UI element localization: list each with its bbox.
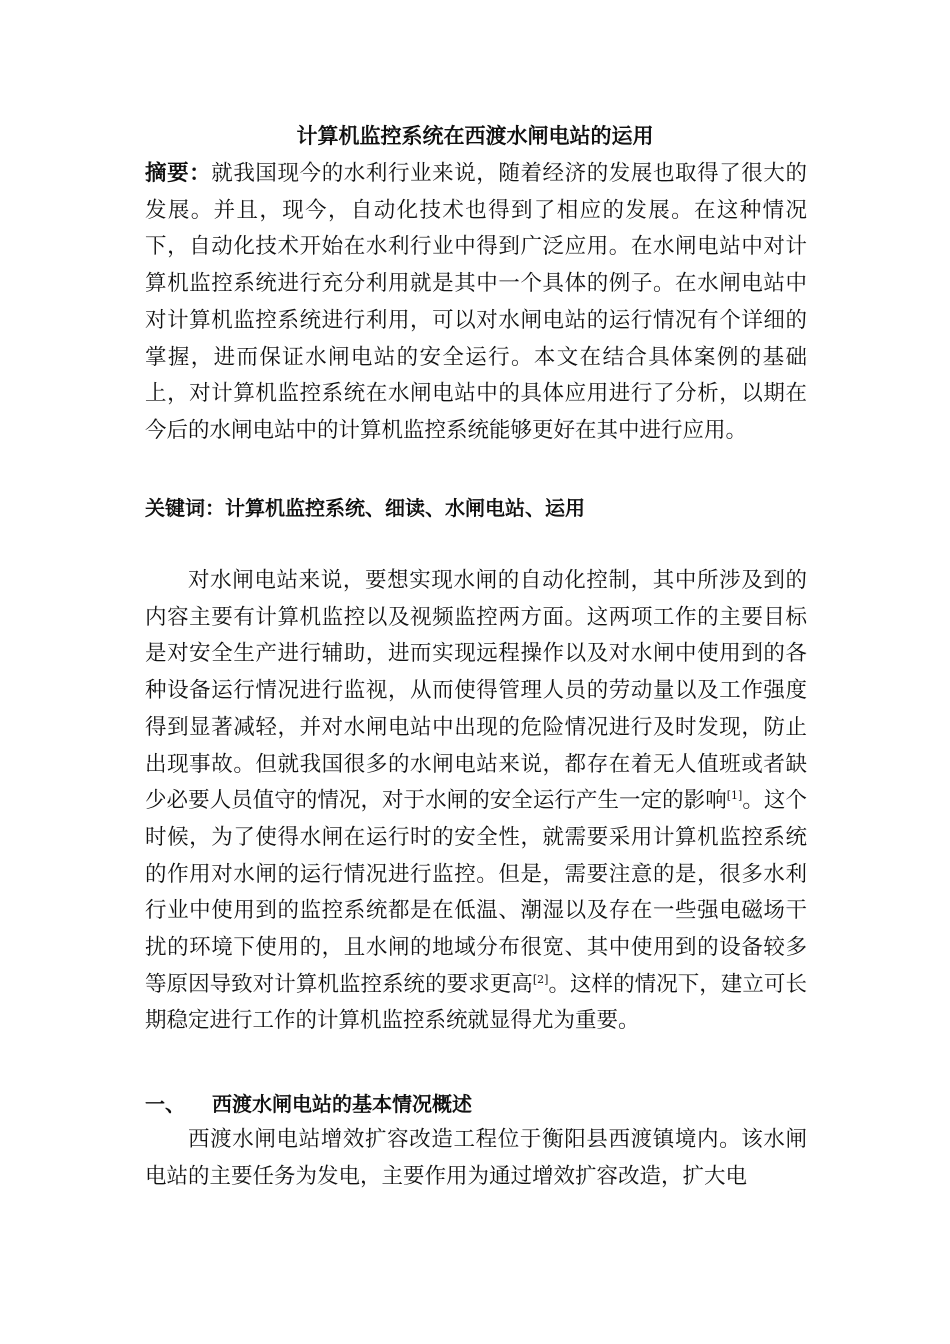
section-number: 一、 (145, 1092, 185, 1116)
citation-ref-2: [2] (532, 972, 549, 986)
section-paragraph: 西渡水闸电站增效扩容改造工程位于衡阳县西渡镇境内。该水闸电站的主要任务为发电，主要作用为通过增效扩容改造，扩大电 (145, 1127, 807, 1189)
intro-text-part3: 。这样的情况下，建立可长期稳定进行工作的计算机监控系统就显得尤为重要。 (145, 971, 807, 1034)
intro-paragraph (145, 563, 807, 1040)
abstract-label: 摘要： (145, 161, 212, 186)
section-title: 西渡水闸电站的基本情况概述 (212, 1092, 472, 1116)
intro-text-part1: 对水闸电站来说，要想实现水闸的自动化控制，其中所涉及到的内容主要有计算机监控以及视频监控两方面。这两项工作的主要目标是对安全生产进行辅助，进而实现远程操作以及对水闸中使用到的各种设备运行情况进行监视，从而使得管理人员的劳动量以及工作强度得到显著减轻，并对水闸电站中出现的危险情况进行及时发现，防止出现事故。但就我国很多的水闸电站来说，都存在着无人值班或者缺少必要人员值守的情况，对于水闸的安全运行产生一定的影响 (145, 568, 807, 814)
abstract-paragraph (145, 156, 807, 450)
keywords-line (145, 490, 807, 527)
citation-ref-1: [1] (726, 789, 743, 803)
document-title: 计算机监控系统在西渡水闸电站的运用 (296, 124, 654, 148)
keywords-label: 关键词： (145, 496, 225, 520)
intro-text-part2: 。这个时候，为了使得水闸在运行时的安全性，就需要采用计算机监控系统的作用对水闸的运行情况进行监控。但是，需要注意的是，很多水利行业中使用到的监控系统都是在低温、潮湿以及存在一些强电磁场干扰的环境下使用的，且水闸的地域分布很宽、其中使用到的设备较多等原因导致对计算机监控系统的要求更高 (145, 788, 807, 997)
section-heading (145, 1086, 472, 1122)
keywords-text: 计算机监控系统、细读、水闸电站、运用 (225, 496, 585, 520)
abstract-text: 就我国现今的水利行业来说，随着经济的发展也取得了很大的发展。并且，现今，自动化技术也得到了相应的发展。在这种情况下，自动化技术开始在水利行业中得到广泛应用。在水闸电站中对计算机监控系统进行充分利用就是其中一个具体的例子。在水闸电站中对计算机监控系统进行利用，可以对水闸电站的运行情况有个详细的掌握，进而保证水闸电站的安全运行。本文在结合具体案例的基础上，对计算机监控系统在水闸电站中的具体应用进行了分析，以期在今后的水闸电站中的计算机监控系统能够更好在其中进行应用。 (145, 161, 807, 443)
